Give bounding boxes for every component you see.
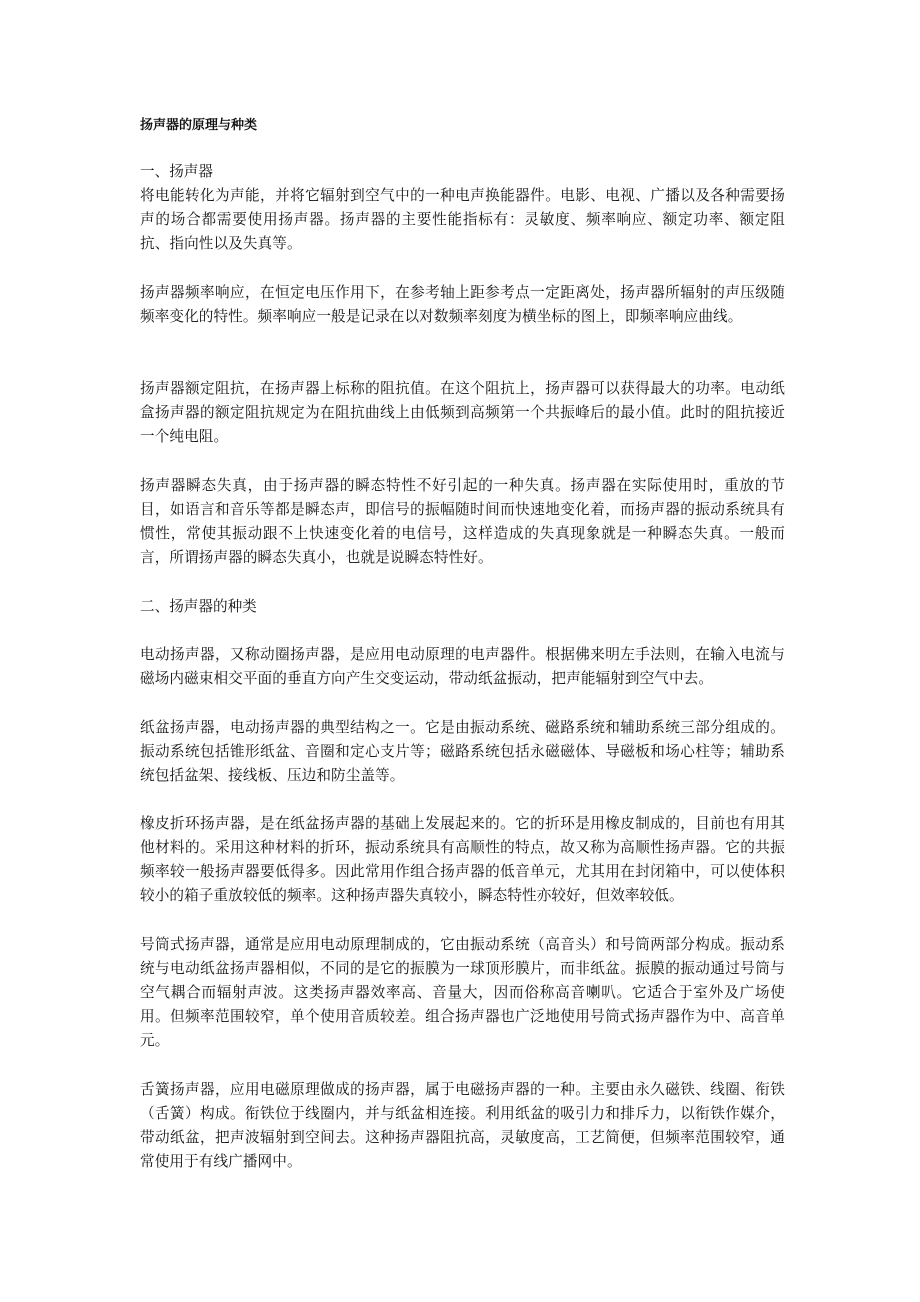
paragraph-definition: 将电能转化为声能，并将它辐射到空气中的一种电声换能器件。电影、电视、广播以及各种需要扬声的场合都需要使用扬声器。扬声器的主要性能指标有：灵敏度、频率响应、额定功率、额定阻抗、指向性以及失真等。 bbox=[140, 187, 785, 252]
document-page bbox=[140, 0, 785, 1302]
paragraph-dynamic-speaker: 电动扬声器，又称动圈扬声器，是应用电动原理的电声器件。根据佛来明左手法则，在输入电流与磁场内磁束相交平面的垂直方向产生交变运动，带动纸盆振动，把声能辐射到空气中去。 bbox=[140, 646, 785, 687]
document-title: 扬声器的原理与种类 bbox=[140, 118, 258, 133]
paragraph-cone-speaker: 纸盆扬声器，电动扬声器的典型结构之一。它是由振动系统、磁路系统和辅助系统三部分组成的。振动系统包括锥形纸盆、音圈和定心支片等；磁路系统包括永磁磁体、导磁板和场心柱等；辅助系统包括盆架、接线板、压边和防尘盖等。 bbox=[140, 719, 785, 784]
paragraph-transient-distortion: 扬声器瞬态失真，由于扬声器的瞬态特性不好引起的一种失真。扬声器在实际使用时，重放的节目，如语言和音乐等都是瞬态声，即信号的振幅随时间而快速地变化着，而扬声器的振动系统具有惯性，常使其振动跟不上快速变化着的电信号，这样造成的失真现象就是一种瞬态失真。一般而言，所谓扬声器的瞬态失真小，也就是说瞬态特性好。 bbox=[140, 477, 785, 566]
paragraph-rated-impedance: 扬声器额定阻抗，在扬声器上标称的阻抗值。在这个阻抗上，扬声器可以获得最大的功率。电动纸盒扬声器的额定阻抗规定为在阻抗曲线上由低频到高频第一个共振峰后的最小值。此时的阻抗接近一个纯电阻。 bbox=[140, 380, 785, 445]
section-heading-speaker-types: 二、扬声器的种类 bbox=[140, 598, 257, 615]
paragraph-reed-speaker: 舌簧扬声器，应用电磁原理做成的扬声器，属于电磁扬声器的一种。主要由永久磁铁、线圈、衔铁（舌簧）构成。衔铁位于线圈内，并与纸盆相连接。利用纸盆的吸引力和排斥力，以衔铁作媒介，带动纸盆，把声波辐射到空间去。这种扬声器阻抗高，灵敏度高，工艺简便，但频率范围较窄，通常使用于有线广播网中。 bbox=[140, 1081, 785, 1170]
section-heading-speaker: 一、扬声器 bbox=[140, 163, 213, 180]
paragraph-horn-speaker: 号筒式扬声器，通常是应用电动原理制成的，它由振动系统（高音头）和号筒两部分构成。振动系统与电动纸盆扬声器相似，不同的是它的振膜为一球顶形膜片，而非纸盆。振膜的振动通过号筒与空气耦合而辐射声波。这类扬声器效率高、音量大，因而俗称高音喇叭。它适合于室外及广场使用。但频率范围较窄，单个使用音质较差。组合扬声器也广泛地使用号筒式扬声器作为中、高音单元。 bbox=[140, 936, 785, 1049]
paragraph-frequency-response: 扬声器频率响应，在恒定电压作用下，在参考轴上距参考点一定距离处，扬声器所辐射的声压级随频率变化的特性。频率响应一般是记录在以对数频率刻度为横坐标的图上，即频率响应曲线。 bbox=[140, 284, 785, 325]
paragraph-rubber-surround-speaker: 橡皮折环扬声器，是在纸盆扬声器的基础上发展起来的。它的折环是用橡皮制成的，目前也有用其他材料的。采用这种材料的折环，振动系统具有高顺性的特点，故又称为高顺性扬声器。它的共振频率较一般扬声器要低得多。因此常用作组合扬声器的低音单元，尤其用在封闭箱中，可以使体积较小的箱子重放较低的频率。这种扬声器失真较小，瞬态特性亦较好，但效率较低。 bbox=[140, 815, 785, 904]
